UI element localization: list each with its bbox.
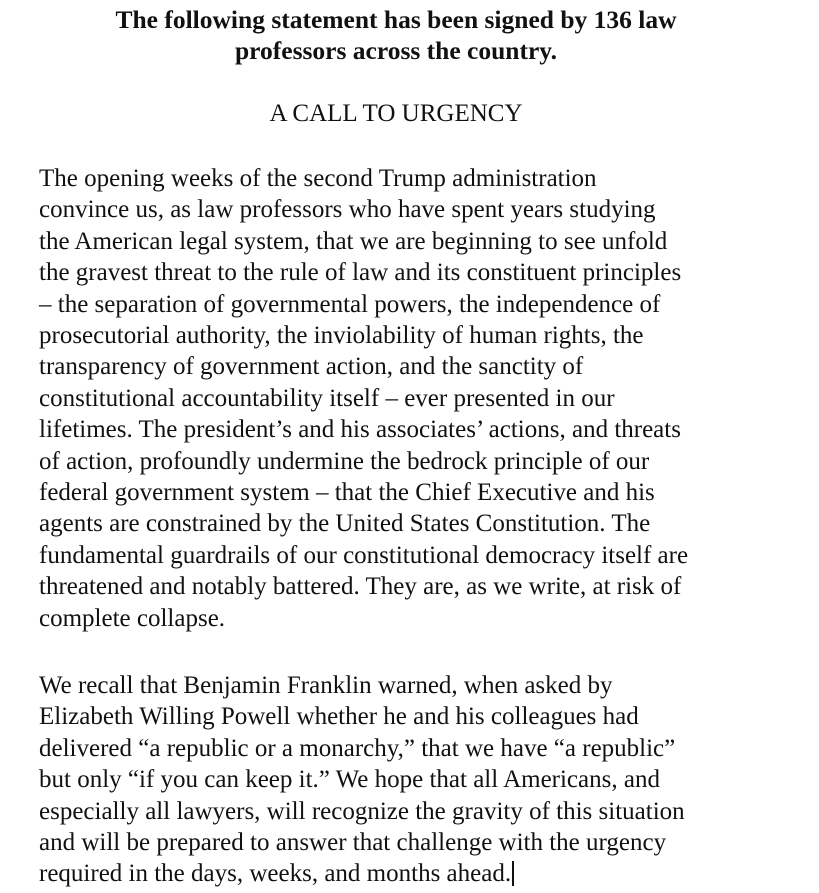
text-line: lifetimes. The president’s and his associates’ actions, and threats bbox=[39, 416, 681, 444]
text-line: constitutional accountability itself – ever presented in our bbox=[39, 384, 615, 412]
text-line: The opening weeks of the second Trump administration bbox=[39, 165, 597, 192]
text-line: complete collapse. bbox=[39, 604, 226, 632]
text-line: and will be prepared to answer that challenge with the urgency bbox=[39, 829, 667, 857]
text-line: Elizabeth Willing Powell whether he and his colleagues had bbox=[39, 703, 639, 731]
heading-line: professors across the country. bbox=[234, 36, 558, 65]
text-cursor bbox=[512, 861, 514, 886]
paragraph-1 bbox=[39, 163, 688, 634]
document-title: A CALL TO URGENCY bbox=[269, 100, 523, 127]
text-line: of action, profoundly undermine the bedrock principle of our bbox=[39, 447, 650, 475]
text-line: especially all lawyers, will recognize the gravity of this situation bbox=[39, 797, 685, 825]
text-line: federal government system – that the Chief Executive and his bbox=[39, 479, 655, 507]
last-text-line bbox=[39, 858, 685, 889]
paragraph-2 bbox=[39, 670, 685, 890]
text-line: transparency of government action, and the sanctity of bbox=[39, 353, 584, 381]
text-line: fundamental guardrails of our constitutional democracy itself are bbox=[39, 541, 689, 569]
statement-heading bbox=[40, 4, 752, 66]
text-line: We recall that Benjamin Franklin warned, when asked by bbox=[39, 672, 613, 699]
heading-line: The following statement has been signed by 136 law bbox=[115, 5, 677, 34]
text-line: prosecutorial authority, the inviolability of human rights, the bbox=[39, 322, 644, 350]
text-line: the gravest threat to the rule of law and its constituent principles bbox=[39, 259, 682, 287]
text-line: delivered “a republic or a monarchy,” that we have “a republic” bbox=[39, 734, 676, 762]
text-line-content: required in the days, weeks, and months ahead. bbox=[39, 860, 512, 888]
text-line: but only “if you can keep it.” We hope that all Americans, and bbox=[39, 766, 660, 794]
text-line: the American legal system, that we are beginning to see unfold bbox=[39, 227, 668, 255]
text-line: threatened and notably battered. They are, as we write, at risk of bbox=[39, 573, 682, 601]
text-line: agents are constrained by the United States Constitution. The bbox=[39, 510, 651, 538]
text-line: convince us, as law professors who have spent years studying bbox=[39, 196, 656, 224]
text-line: – the separation of governmental powers, the independence of bbox=[39, 290, 661, 318]
